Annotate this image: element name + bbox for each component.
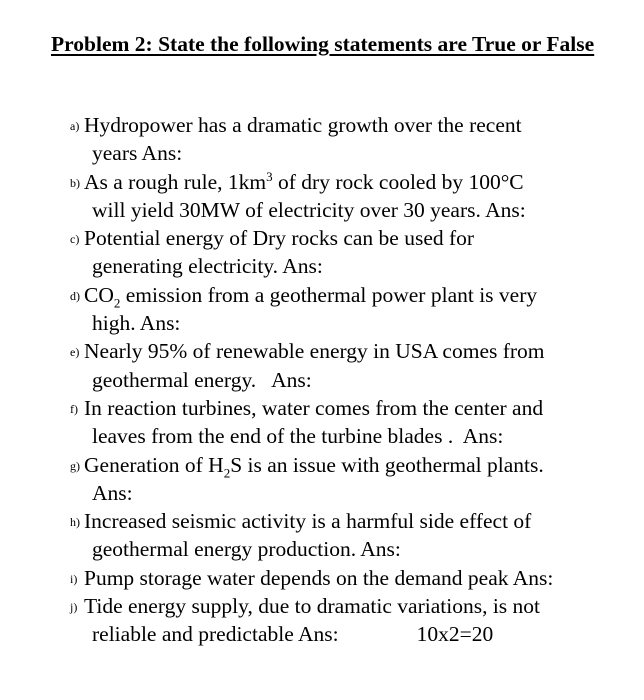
statement-text-continued: high. Ans: xyxy=(92,311,181,336)
item-marker: f) xyxy=(70,401,78,416)
item-marker: i) xyxy=(70,571,78,586)
statement-text-part: As a rough rule, 1km xyxy=(84,169,267,194)
statement-text-part: reliable and predictable Ans: xyxy=(92,622,339,647)
statement-text xyxy=(84,281,636,309)
subscript: 2 xyxy=(223,464,231,480)
list-item xyxy=(70,507,636,564)
statement-text: Tide energy supply, due to dramatic variations, is not xyxy=(84,594,541,619)
list-item xyxy=(70,168,636,225)
list-item xyxy=(70,451,636,508)
item-marker: g) xyxy=(70,458,80,473)
item-marker: c) xyxy=(70,232,80,247)
statement-text-continued: generating electricity. Ans: xyxy=(92,254,323,279)
total-marks: 10x2=20 xyxy=(416,622,494,647)
list-item xyxy=(70,564,636,592)
item-marker: b) xyxy=(70,175,80,190)
item-marker: h) xyxy=(70,515,80,530)
statement-text-continued: geothermal energy. Ans: xyxy=(92,367,312,392)
statement-text: Pump storage water depends on the demand peak Ans: xyxy=(84,565,554,590)
item-marker: j) xyxy=(70,600,78,615)
statement-text-part: emission from a geothermal power plant is very xyxy=(120,282,538,307)
statement-text-continued: geothermal energy production. Ans: xyxy=(92,537,401,562)
statement-text: Potential energy of Dry rocks can be used for xyxy=(84,226,475,251)
superscript: 3 xyxy=(266,168,273,184)
statement-text: In reaction turbines, water comes from the center and xyxy=(84,395,544,420)
list-item xyxy=(70,281,636,338)
list-item xyxy=(70,111,636,168)
problem-title: Problem 2: State the following statements are True or False xyxy=(51,32,595,56)
statement-text xyxy=(84,168,636,196)
list-item xyxy=(70,394,636,451)
statement-text-continued xyxy=(92,620,636,648)
statement-text: Hydropower has a dramatic growth over the recent xyxy=(84,113,522,137)
statement-text: Increased seismic activity is a harmful side effect of xyxy=(84,509,532,534)
statement-text-continued: years Ans: xyxy=(92,141,183,166)
statement-list xyxy=(70,111,636,649)
statement-text-part: of dry rock cooled by 100°C xyxy=(272,169,524,194)
statement-text-continued: will yield 30MW of electricity over 30 years. Ans: xyxy=(92,197,526,222)
statement-text-continued: Ans: xyxy=(92,480,133,505)
statement-text-part: S is an issue with geothermal plants. xyxy=(230,452,544,477)
subscript: 2 xyxy=(113,295,121,311)
list-item xyxy=(70,337,636,394)
list-item xyxy=(70,224,636,281)
statement-text-part: Generation of H xyxy=(84,452,224,477)
statement-text-part: CO xyxy=(84,282,114,307)
statement-text: Nearly 95% of renewable energy in USA comes from xyxy=(84,339,545,364)
statement-text-continued: leaves from the end of the turbine blades . Ans: xyxy=(92,424,504,449)
statement-text xyxy=(84,451,636,479)
item-marker: a) xyxy=(70,119,80,133)
item-marker: e) xyxy=(70,345,80,360)
list-item xyxy=(70,592,636,649)
item-marker: d) xyxy=(70,288,80,303)
